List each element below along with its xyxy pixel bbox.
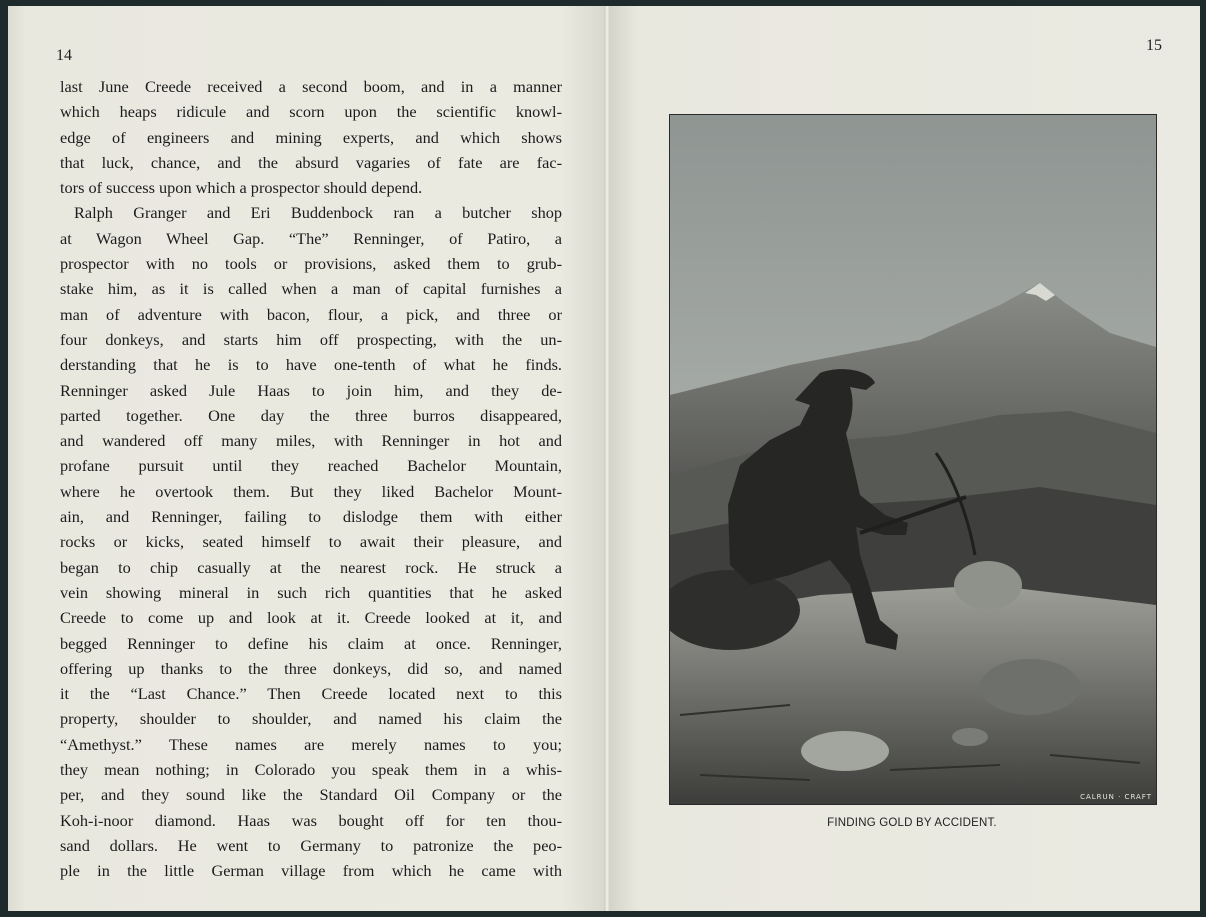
engraving-drawing <box>670 115 1156 804</box>
text-line: where he overtook them. But they liked Bachelor Mount- <box>60 481 562 501</box>
text-line: vein showing mineral in such rich quantities that he asked <box>60 582 562 602</box>
text-line: parted together. One day the three burros disappeared, <box>60 405 562 425</box>
text-line: per, and they sound like the Standard Oil Company or the <box>60 785 562 805</box>
prospector-illustration <box>669 114 1157 805</box>
text-line: ple in the little German village from which he came with <box>60 861 562 881</box>
text-line: they mean nothing; in Colorado you speak them in a whis- <box>60 760 562 780</box>
text-line: four donkeys, and starts him off prospecting, with the un- <box>60 329 562 349</box>
text-line: profane pursuit until they reached Bachelor Mountain, <box>60 456 562 476</box>
text-line: and wandered off many miles, with Renninger in hot and <box>60 431 562 451</box>
text-line: ain, and Renninger, failing to dislodge them with either <box>60 507 562 527</box>
text-line: Creede to come up and look at it. Creede looked at it, and <box>60 608 562 628</box>
page-number-right: 15 <box>1146 37 1162 54</box>
engraver-signature: CALRUN · CRAFT <box>1080 793 1152 801</box>
text-line: sand dollars. He went to Germany to patronize the peo- <box>60 835 562 855</box>
text-line: last June Creede received a second boom, and in a manner <box>60 77 562 96</box>
text-line: prospector with no tools or provisions, asked them to grub- <box>60 254 562 274</box>
text-line: man of adventure with bacon, flour, a pick, and three or <box>60 304 562 324</box>
text-line: tors of success upon which a prospector should depend. <box>60 178 423 198</box>
page-number-left: 14 <box>56 47 72 64</box>
text-line: edge of engineers and mining experts, and which shows <box>60 127 562 147</box>
right-page <box>609 6 1200 911</box>
text-line: property, shoulder to shoulder, and named his claim the <box>60 709 562 729</box>
text-line: Ralph Granger and Eri Buddenbock ran a butcher shop <box>74 203 562 223</box>
left-page <box>8 6 607 911</box>
text-line: began to chip casually at the nearest rock. He struck a <box>60 557 562 577</box>
text-line: it the “Last Chance.” Then Creede located next to this <box>60 684 562 704</box>
illustration-caption: FINDING GOLD BY ACCIDENT. <box>827 817 997 829</box>
text-line: derstanding that he is to have one-tenth of what he finds. <box>60 355 562 375</box>
text-line: that luck, chance, and the absurd vagaries of fate are fac- <box>60 152 562 172</box>
body-text <box>60 74 562 884</box>
text-line: at Wagon Wheel Gap. “The” Renninger, of Patiro, a <box>60 228 562 248</box>
text-line: stake him, as it is called when a man of capital furnishes a <box>60 279 562 299</box>
text-line: rocks or kicks, seated himself to await their pleasure, and <box>60 532 562 552</box>
text-line: begged Renninger to define his claim at once. Renninger, <box>60 633 562 653</box>
text-line: Koh-i-noor diamond. Haas was bought off for ten thou- <box>60 810 562 830</box>
text-line: offering up thanks to the three donkeys, did so, and named <box>60 658 562 678</box>
text-line: Renninger asked Jule Haas to join him, and they de- <box>60 380 562 400</box>
text-line: “Amethyst.” These names are merely names to you; <box>60 734 562 754</box>
text-line: which heaps ridicule and scorn upon the scientific knowl- <box>60 102 562 122</box>
